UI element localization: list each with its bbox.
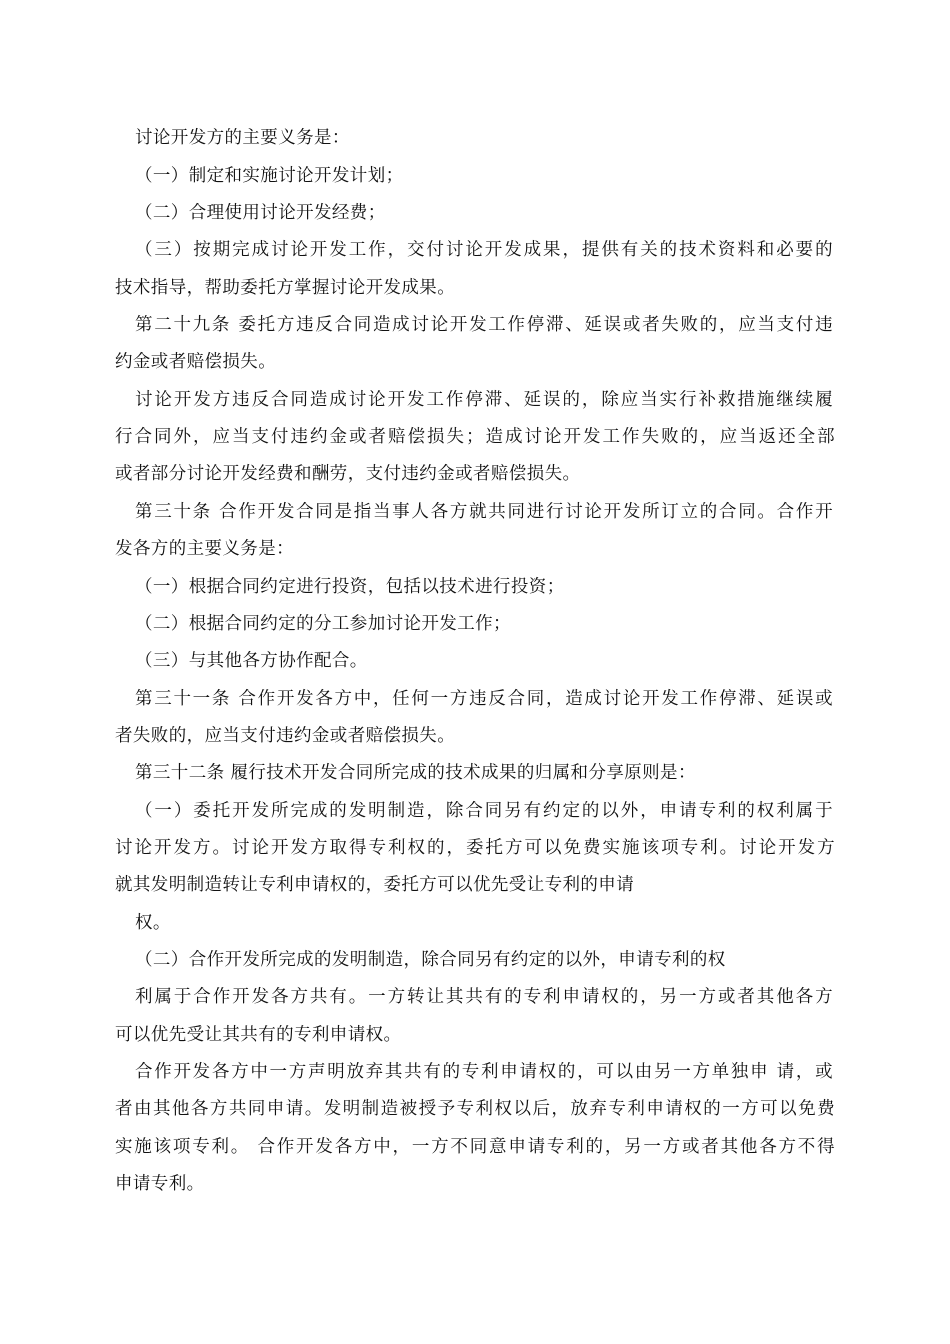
text-line: （二）根据合同约定的分工参加讨论开发工作；: [135, 614, 511, 634]
text-line: 就其发明制造转让专利申请权的，委托方可以优先受让专利的申请: [115, 875, 635, 895]
text-line: 第三十条 合作开发合同是指当事人各方就共同进行讨论开发所订立的合同。合作开: [135, 502, 833, 522]
text-line: 者失败的，应当支付违约金或者赔偿损失。: [115, 726, 456, 746]
text-line: 利属于合作开发各方共有。一方转让其共有的专利申请权的，另一方或者其他各方: [135, 987, 833, 1007]
text-line: 者由其他各方共同申请。发明制造被授予专利权以后，放弃专利申请权的一方可以免费: [115, 1099, 835, 1119]
text-line: （一）制定和实施讨论开发计划；: [135, 166, 404, 186]
text-line: 权。: [135, 913, 171, 933]
text-line: 第二十九条 委托方违反合同造成讨论开发工作停滞、延误或者失败的，应当支付违: [135, 315, 833, 335]
text-line: 实施该项专利。 合作开发各方中，一方不同意申请专利的，另一方或者其他各方不得: [115, 1137, 835, 1157]
text-line: 第三十一条 合作开发各方中，任何一方违反合同，造成讨论开发工作停滞、延误或: [135, 689, 833, 709]
text-line: （一）根据合同约定进行投资，包括以技术进行投资；: [135, 577, 565, 597]
text-line: 讨论开发方。讨论开发方取得专利权的，委托方可以免费实施该项专利。讨论开发方: [115, 838, 835, 858]
text-line: 申请专利。: [115, 1174, 205, 1194]
text-line: 讨论开发方的主要义务是：: [135, 128, 350, 148]
text-line: 讨论开发方违反合同造成讨论开发工作停滞、延误的，除应当实行补救措施继续履: [135, 390, 833, 410]
text-line: 合作开发各方中一方声明放弃其共有的专利申请权的，可以由另一方单独申 请，或: [135, 1062, 833, 1082]
text-line: 可以优先受让其共有的专利申请权。: [115, 1025, 402, 1045]
text-line: 发各方的主要义务是：: [115, 539, 294, 559]
text-line: （二）合作开发所完成的发明制造，除合同另有约定的以外，申请专利的权: [135, 950, 726, 970]
text-line: 行合同外，应当支付违约金或者赔偿损失；造成讨论开发工作失败的，应当返还全部: [115, 427, 835, 447]
text-line: （二）合理使用讨论开发经费；: [135, 203, 386, 223]
text-line: 技术指导，帮助委托方掌握讨论开发成果。: [115, 278, 456, 298]
text-line: 约金或者赔偿损失。: [115, 352, 277, 372]
text-line: 第三十二条 履行技术开发合同所完成的技术成果的归属和分享原则是：: [135, 763, 696, 783]
text-line: （三）按期完成讨论开发工作，交付讨论开发成果，提供有关的技术资料和必要的: [135, 240, 833, 260]
text-line: （三）与其他各方协作配合。: [135, 651, 368, 671]
text-line: （一）委托开发所完成的发明制造，除合同另有约定的以外，申请专利的权利属于: [135, 801, 833, 821]
text-line: 或者部分讨论开发经费和酬劳，支付违约金或者赔偿损失。: [115, 464, 581, 484]
